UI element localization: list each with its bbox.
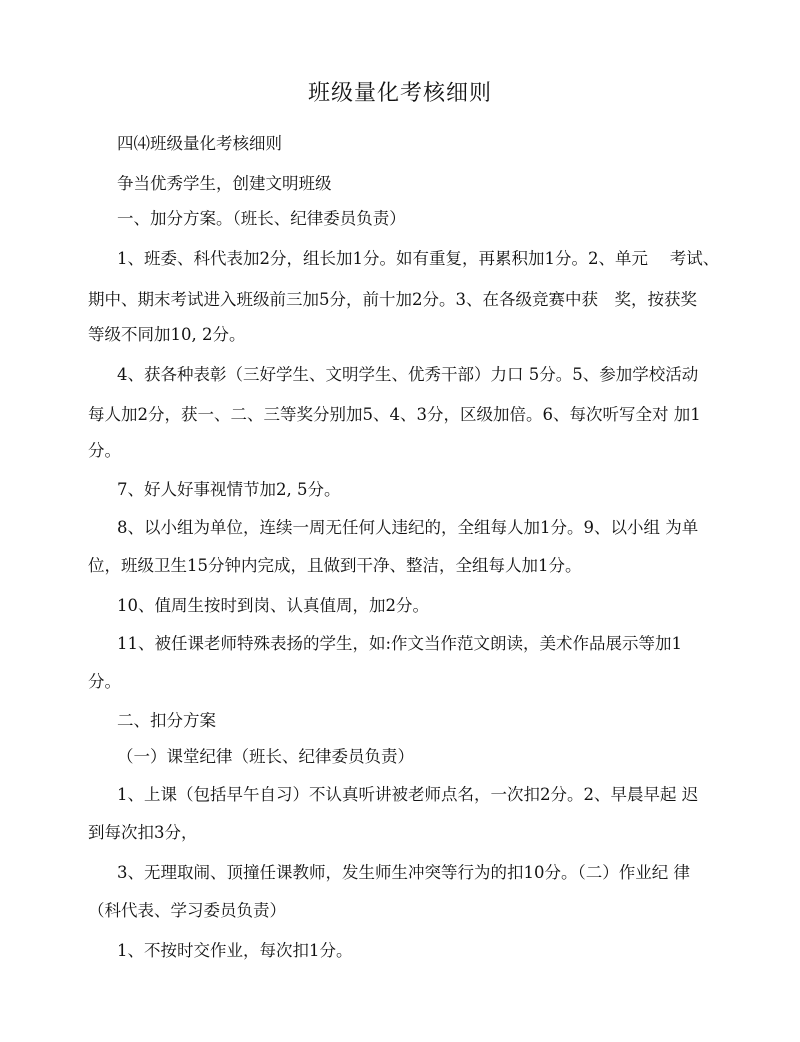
paragraph-line: 等级不同加10, 2分。 [88, 325, 246, 344]
paragraph-line: 分。 [88, 672, 121, 691]
paragraph-line: 分。 [88, 441, 121, 460]
paragraph-line: 1、上课（包括早午自习）不认真听讲被老师点名，一次扣2分。2、早晨早起 迟 [117, 785, 699, 804]
paragraph-line: 1、不按时交作业，每次扣1分。 [117, 941, 353, 960]
paragraph-line: 1、班委、科代表加2分，组长加1分。如有重复，再累积加1分。2、单元 考试、 [117, 249, 720, 268]
paragraph-line: 11、被任课老师特殊表扬的学生，如:作文当作范文朗读，美术作品展示等加1 [117, 634, 683, 653]
paragraph-line: （科代表、学习委员负责） [88, 901, 286, 920]
paragraph-line: 到每次扣3分， [88, 823, 198, 842]
paragraph-line: 四⑷班级量化考核细则 [117, 134, 282, 153]
subsection-heading: （一）课堂纪律（班长、纪律委员负责） [117, 747, 414, 766]
paragraph-line: 10、值周生按时到岗、认真值周，加2分。 [117, 596, 429, 615]
paragraph-line: 期中、期末考试进入班级前三加5分，前十加2分。3、在各级竞赛中获 奖，按获奖 [88, 290, 697, 309]
paragraph-line: 4、获各种表彰（三好学生、文明学生、优秀干部）力口 5分。5、参加学校活动 [117, 365, 699, 384]
document-title: 班级量化考核细则 [307, 81, 492, 106]
paragraph-line: 争当优秀学生，创建文明班级 [117, 174, 332, 193]
paragraph-line: 3、无理取闹、顶撞任课教师，发生师生冲突等行为的扣10分。（二）作业纪 律 [117, 863, 690, 882]
paragraph-line: 7、好人好事视情节加2, 5分。 [117, 480, 341, 499]
paragraph-line: 8、以小组为单位，连续一周无任何人违纪的，全组每人加1分。9、以小组 为单 [117, 518, 699, 537]
section-heading: 二、扣分方案 [117, 711, 216, 730]
paragraph-line: 位，班级卫生15分钟内完成，且做到干净、整洁，全组每人加1分。 [88, 556, 582, 575]
paragraph-line: 每人加2分，获一、二、三等奖分别加5、4、3分，区级加倍。6、每次听写全对 加1 [88, 405, 701, 424]
section-heading: 一、加分方案。（班长、纪律委员负责） [117, 209, 406, 228]
